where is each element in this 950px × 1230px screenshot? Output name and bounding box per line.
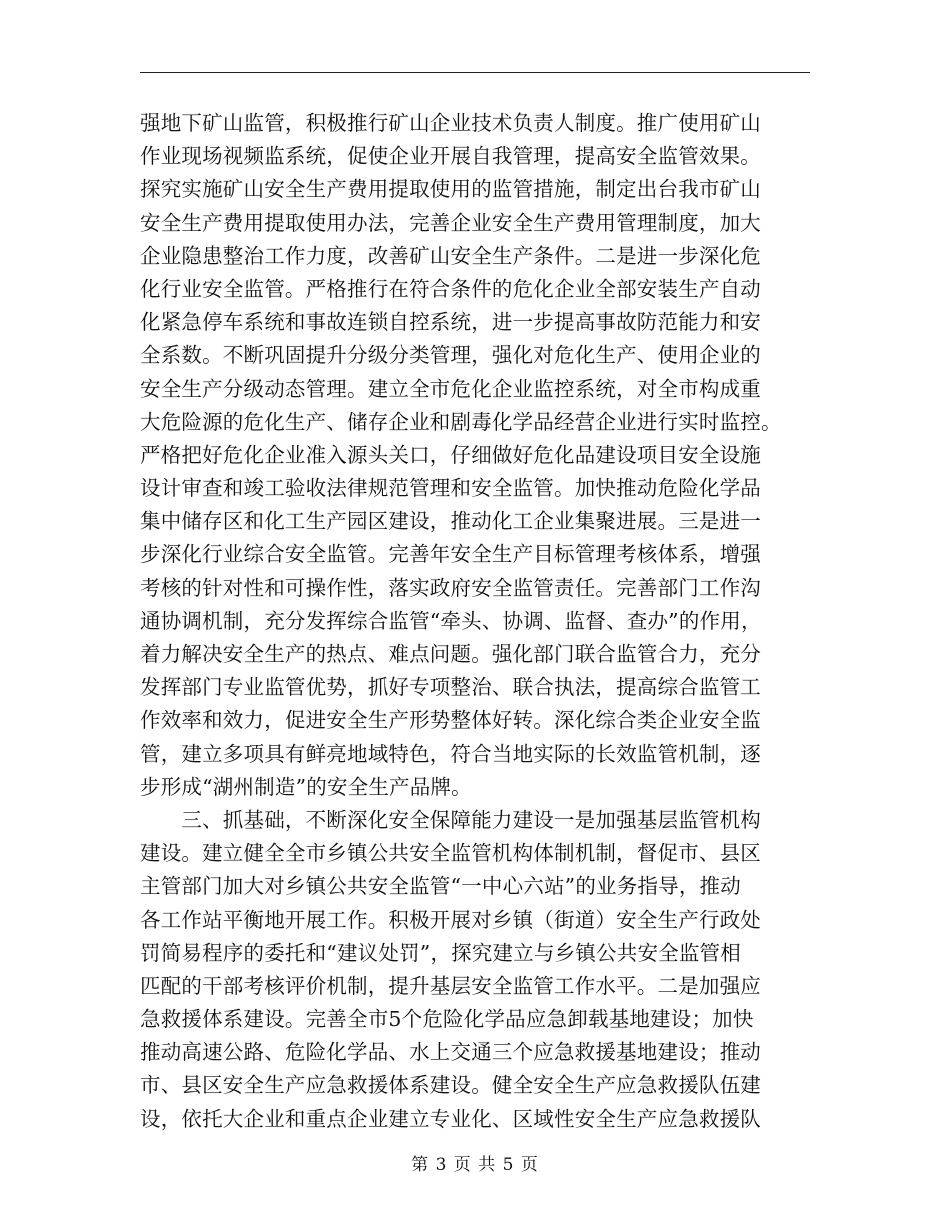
text-line: 主管部门加大对乡镇公共安全监管“一中心六站”的业务指导，推动 [140,874,741,899]
text-line: 急救援体系建设。完善全市5个危险化学品应急卸载基地建设；加快 [140,1007,754,1032]
header-rule [140,72,810,73]
text-line: 管，建立多项具有鲜亮地域特色，符合当地实际的长效监管机制，逐 [140,741,761,766]
page-footer [0,1150,950,1175]
text-line: 化行业安全监管。严格推行在符合条件的危化企业全部安装生产自动 [140,276,761,301]
text-line: 集中储存区和化工生产园区建设，推动化工企业集聚进展。三是进一 [140,509,761,534]
text-line: 化紧急停车系统和事故连锁自控系统，进一步提高事故防范能力和安 [140,310,761,335]
text-line: 通协调机制，充分发挥综合监管“牵头、协调、监督、查办”的作用， [140,608,762,633]
text-line: 步深化行业综合安全监管。完善年安全生产目标管理考核体系，增强 [140,542,761,567]
page-number-label: 第 3 页 共 5 页 [411,1155,539,1175]
text-line: 建设。建立健全全市乡镇公共安全监管机构体制机制，督促市、县区 [140,841,761,866]
text-line: 探究实施矿山安全生产费用提取使用的监管措施，制定出台我市矿山 [140,177,761,202]
text-line: 安全生产费用提取使用办法，完善企业安全生产费用管理制度，加大 [140,210,761,235]
text-line: 罚简易程序的委托和“建议处罚”，探究建立与乡镇公共安全监管相 [140,940,741,965]
text-line: 设，依托大企业和重点企业建立专业化、区域性安全生产应急救援队 [140,1106,761,1131]
text-line: 考核的针对性和可操作性，落实政府安全监管责任。完善部门工作沟 [140,575,761,600]
text-line: 严格把好危化企业准入源头关口，仔细做好危化品建设项目安全设施 [140,442,761,467]
text-line: 着力解决安全生产的热点、难点问题。强化部门联合监管合力，充分 [140,642,761,666]
body-text [140,107,820,1136]
text-line: 作效率和效力，促进安全生产形势整体好转。深化综合类企业安全监 [140,708,761,733]
text-line: 市、县区安全生产应急救援体系建设。健全安全生产应急救援队伍建 [140,1073,761,1098]
text-line: 全系数。不断巩固提升分级分类管理，强化对危化生产、使用企业的 [140,343,761,368]
text-line: 设计审查和竣工验收法律规范管理和安全监管。加快推动危险化学品 [140,476,761,501]
text-line: 匹配的干部考核评价机制，提升基层安全监管工作水平。二是加强应 [140,973,761,998]
text-line: 强地下矿山监管，积极推行矿山企业技术负责人制度。推广使用矿山 [140,111,761,135]
text-line: 安全生产分级动态管理。建立全市危化企业监控系统，对全市构成重 [140,376,761,401]
text-line: 作业现场视频监系统，促使企业开展自我管理，提高安全监管效果。 [140,144,761,169]
text-line: 大危险源的危化生产、储存企业和剧毒化学品经营企业进行实时监控。 [140,409,782,434]
text-line: 步形成“湖州制造”的安全生产品牌。 [140,774,472,799]
text-line: 发挥部门专业监管优势，抓好专项整治、联合执法，提高综合监管工 [140,675,761,700]
text-line: 各工作站平衡地开展工作。积极开展对乡镇（街道）安全生产行政处 [140,907,761,932]
text-line: 三、抓基础，不断深化安全保障能力建设一是加强基层监管机构 [140,807,761,832]
text-line: 推动高速公路、危险化学品、水上交通三个应急救援基地建设；推动 [140,1040,761,1065]
text-line: 企业隐患整治工作力度，改善矿山安全生产条件。二是进一步深化危 [140,243,761,268]
